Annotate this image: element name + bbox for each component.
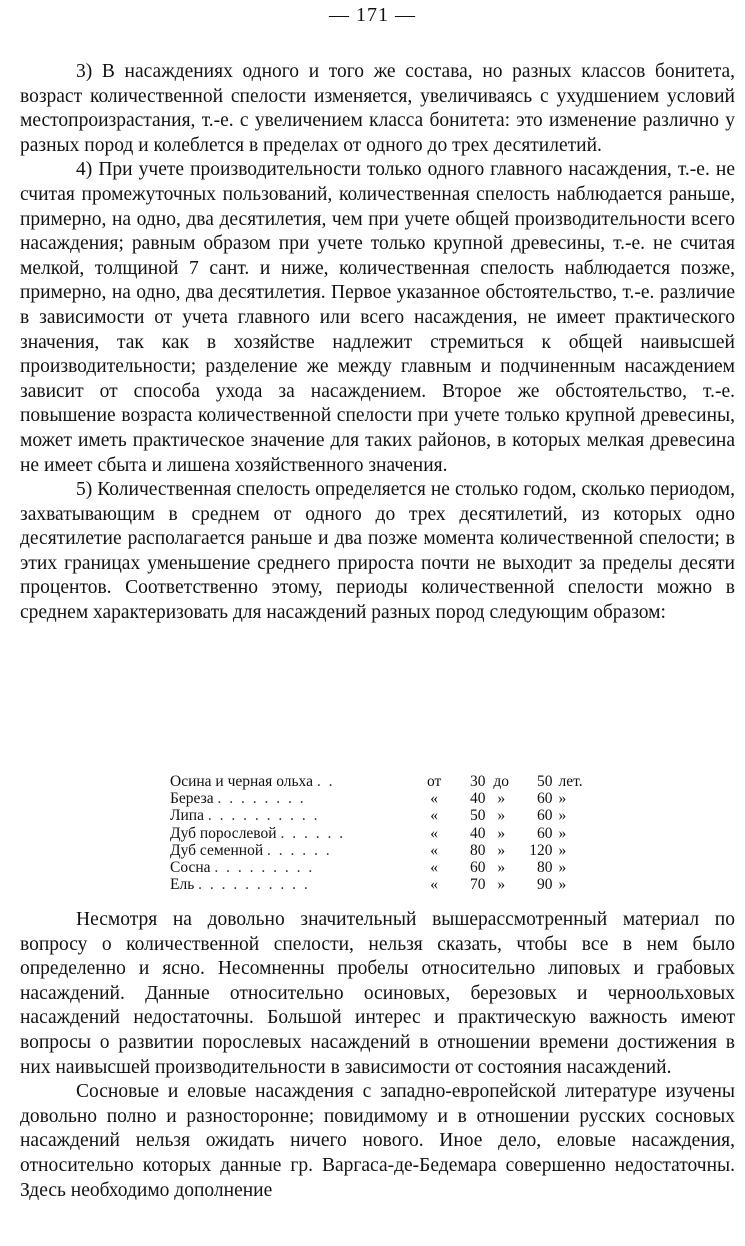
age-from: 30 — [469, 773, 486, 790]
table-row — [170, 773, 590, 790]
to-word: » — [497, 824, 506, 842]
from-word: « — [430, 824, 439, 842]
species-label: Сосна — [170, 858, 211, 876]
to-word: до — [493, 773, 510, 790]
species-name — [170, 825, 418, 842]
text-block-top — [20, 60, 735, 626]
to-word: » — [497, 841, 506, 859]
age-to: 120 — [529, 841, 553, 859]
from-word: « — [430, 790, 439, 808]
paragraph-4: 4) При учете производительности только одного главного насаждения, т.-е. не считая промежуточных пользований, количественная спелость наблюдается раньше, примерно, на одно, два десятилетия, чем при учете общей производительности всего насаждения; равным образом при учете только крупной древесины, т.-е. не считая мелкой, толщиной 7 сант. и ниже, количественная спелость наблюдается позже, примерно, на одно, два десятилетия. Первое указанное обстоятельство, т.-е. различие в зависимости от учета главного или всего насаждения, не имеет практического значения, так как в хозяйстве надлежит стремиться к общей наивысшей производительности; разделение же между главным и подчиненным насаждением зависит от способа ухода за насаждением. Второе же обстоятельство, т.-е. повышение возраста количественной спелости при учете только крупной древесины, может иметь практическое значение для таких районов, в которых мелкая древесина не имеет сбыта и лишена хозяйственного значения. — [20, 159, 735, 476]
unit-label: лет. — [558, 773, 583, 790]
species-name — [170, 859, 418, 876]
age-to: 60 — [536, 790, 553, 808]
to-word: » — [497, 858, 506, 876]
unit-label: » — [558, 841, 567, 859]
from-word: « — [430, 841, 439, 859]
table-row — [170, 876, 590, 893]
table-row — [170, 807, 590, 824]
unit-label: » — [558, 824, 567, 842]
leader-dots: . . . . . . — [280, 824, 346, 842]
leader-dots: . . . . . . . . — [217, 790, 306, 808]
from-word: от — [427, 773, 442, 790]
leader-dots: . . . . . . — [267, 841, 332, 859]
age-from: 40 — [469, 824, 486, 842]
paragraph-pine-spruce: Сосновые и еловые насаждения с западно-европейской литературе изучены довольно полно и разносторонне; повидимому и в отношении русских сосновых насаждений нельзя ожидать ничего нового. Иное дело, еловые насаждения, относительно которых данные гр. Варгаса-де-Бедемара совершенно недостаточны. Здесь необходимо дополнение — [20, 1081, 735, 1201]
page-number: — 171 — — [329, 4, 416, 26]
species-name — [170, 773, 418, 790]
species-name — [170, 876, 418, 893]
leader-dots: . . . . . . . . . . — [198, 876, 310, 894]
age-to: 50 — [536, 773, 553, 790]
age-to: 60 — [536, 807, 553, 825]
age-to: 80 — [536, 858, 553, 876]
age-from: 70 — [469, 876, 486, 894]
to-word: » — [497, 876, 506, 894]
leader-dots: . . . . . . . . . . — [207, 807, 320, 825]
unit-label: » — [558, 807, 567, 825]
unit-label: » — [558, 858, 567, 876]
table-row — [170, 790, 590, 807]
paragraph-gaps: Несмотря на довольно значительный вышерассмотренный материал по вопросу о количественной спелости, нельзя сказать, чтобы все в нем было определенно и ясно. Несомненны пробелы относительно липовых и грабовых насаждений. Данные относительно осиновых, березовых и черноольховых насаждений недостаточны. Большой интерес и практическую важность имеют вопросы о развитии порослевых насаждений в отношении времени достижения в них наивысшей производительности в зависимости от состояния насаждений. — [20, 909, 735, 1078]
age-to: 60 — [536, 824, 553, 842]
species-name — [170, 842, 418, 859]
species-name — [170, 807, 418, 824]
species-label: Ель — [170, 876, 195, 894]
maturity-periods-table — [170, 773, 590, 893]
table-row — [170, 825, 590, 842]
unit-label: » — [558, 876, 567, 894]
paragraph-5: 5) Количественная спелость определяется не столько годом, сколько периодом, захватывающим в среднем от одного до трех десятилетий, из которых одно десятилетие располагается раньше и два позже момента количественной спелости; в этих границах уменьшение среднего прироста почти не выходит за пределы десяти процентов. Соответственно этому, периоды количественной спелости можно в среднем характеризовать для насаждений разных пород следующим образом: — [20, 479, 735, 624]
text-block-bottom — [20, 908, 735, 1203]
from-word: « — [430, 858, 439, 876]
age-from: 60 — [469, 858, 486, 876]
age-from: 50 — [469, 807, 486, 825]
table-row — [170, 859, 590, 876]
age-from: 80 — [469, 841, 486, 859]
to-word: » — [497, 790, 506, 808]
age-to: 90 — [536, 876, 553, 894]
to-word: » — [497, 807, 506, 825]
leader-dots: . . — [316, 773, 335, 790]
species-label: Осина и черная ольха — [170, 773, 313, 790]
table-row — [170, 842, 590, 859]
unit-label: » — [558, 790, 567, 808]
from-word: « — [430, 807, 439, 825]
species-label: Дуб семенной — [170, 841, 264, 859]
species-label: Липа — [170, 807, 204, 825]
species-label: Дуб порослевой — [170, 824, 277, 842]
species-label: Береза — [170, 790, 214, 808]
leader-dots: . . . . . . . . . — [214, 858, 315, 876]
paragraph-3: 3) В насаждениях одного и того же состава, но разных классов бонитета, возраст количественной спелости изменяется, увеличиваясь с ухудшением условий местопроизрастания, т.-е. с увеличением класса бонитета: это изменение различно у разных пород и колеблется в пределах от одного до трех десятилетий. — [20, 61, 735, 156]
from-word: « — [430, 876, 439, 894]
age-from: 40 — [469, 790, 486, 808]
species-name — [170, 790, 418, 807]
